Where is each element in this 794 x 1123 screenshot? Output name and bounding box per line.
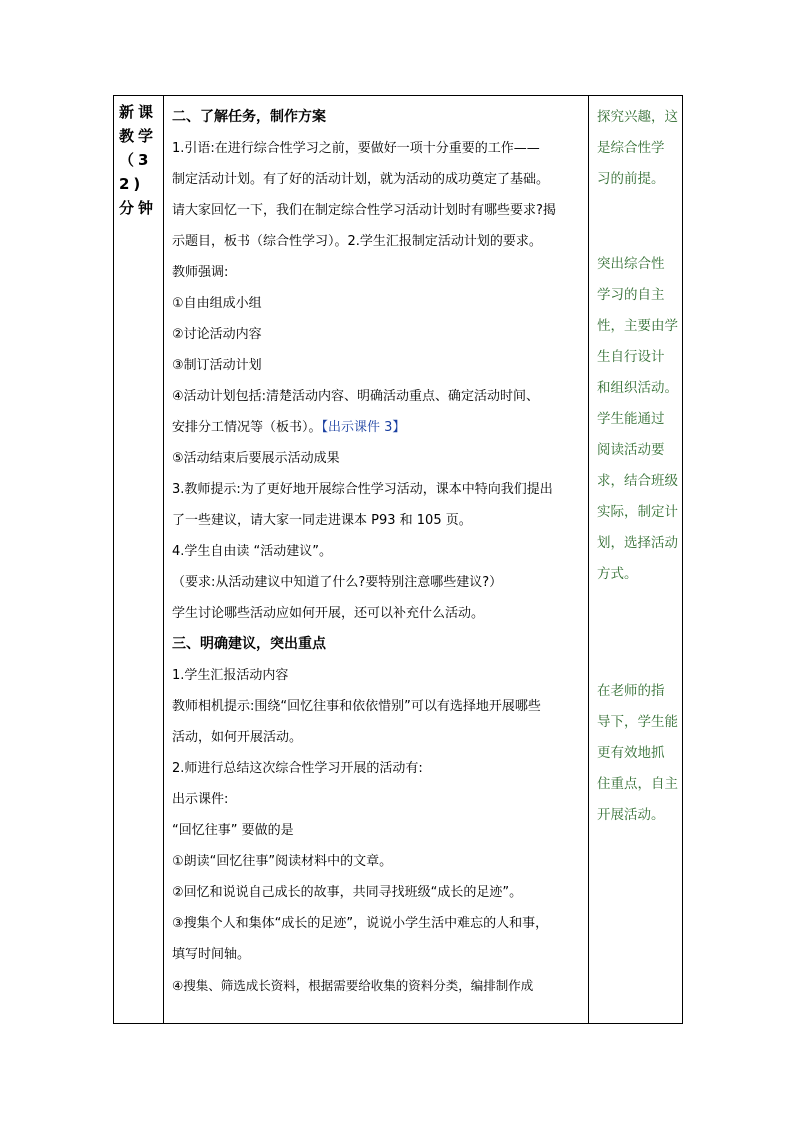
- text-line: 1.引语:在进行综合性学习之前，要做好一项十分重要的工作——: [172, 141, 540, 156]
- note-line: 划，选择活动: [597, 535, 678, 551]
- text-line: ④搜集、筛选成长资料，根据需要给收集的资料分类，编排制作成: [172, 978, 534, 993]
- text-line: ③搜集个人和集体“成长的足迹”，说说小学生活中难忘的人和事，: [172, 916, 549, 931]
- note-line: 生自行设计: [597, 349, 665, 365]
- text-line: 了一些建议，请大家一同走进课本 P93 和 105 页。: [172, 513, 472, 528]
- note-line: 习的前提。: [597, 171, 665, 187]
- text-segment: 安排分工情况等（板书）。: [172, 420, 322, 435]
- text-line: 填写时间轴。: [172, 947, 251, 962]
- text-line: 4.学生自由读 “活动建议”。: [172, 544, 333, 559]
- stage-label: 新课教学（32)分钟: [119, 103, 158, 217]
- section-title: 三、明确建议，突出重点: [172, 636, 326, 652]
- note-line: 住重点，自主: [597, 776, 678, 792]
- text-line: ①朗读“回忆往事”阅读材料中的文章。: [172, 854, 393, 869]
- note-line: 更有效地抓: [597, 745, 665, 761]
- note-line: 是综合性学: [597, 140, 665, 156]
- text-line: [172, 412, 580, 443]
- stage-cell: [114, 96, 164, 1024]
- note-line: 在老师的指: [597, 683, 665, 699]
- note-line: 导下，学生能: [597, 714, 678, 730]
- text-line: ②回忆和说说自己成长的故事，共同寻找班级“成长的足迹”。: [172, 885, 523, 900]
- text-line: 制定活动计划。有了好的活动计划，就为活动的成功奠定了基础。: [172, 172, 550, 187]
- section-title: 二、了解任务，制作方案: [172, 109, 326, 125]
- note-line: 开展活动。: [597, 807, 665, 823]
- courseware-tag: 【出示课件 3】: [321, 420, 406, 435]
- note-line: 学生能通过: [597, 411, 665, 427]
- note-line: 方式。: [597, 566, 638, 582]
- note-line: 实际，制定计: [597, 504, 678, 520]
- text-line: 请大家回忆一下，我们在制定综合性学习活动计划时有哪些要求?揭: [172, 203, 556, 218]
- text-line: 1.学生汇报活动内容: [172, 668, 289, 683]
- text-line: “回忆往事” 要做的是: [172, 823, 294, 838]
- content-cell: [164, 96, 589, 1024]
- note-line: 突出综合性: [597, 256, 665, 272]
- note-line: 性，主要由学: [597, 318, 678, 334]
- text-line: 出示课件:: [172, 792, 229, 807]
- note-line: 求，结合班级: [597, 473, 678, 489]
- table-row: [114, 96, 683, 1024]
- text-line: 教师相机提示:围绕“回忆往事和依依惜别”可以有选择地开展哪些: [172, 699, 541, 714]
- note-line: 阅读活动要: [597, 442, 665, 458]
- notes-cell: [589, 96, 683, 1024]
- text-line: 2.师进行总结这次综合性学习开展的活动有:: [172, 761, 423, 776]
- text-line: ④活动计划包括:清楚活动内容、明确活动重点、确定活动时间、: [172, 389, 540, 404]
- text-line: ⑤活动结束后要展示活动成果: [172, 451, 340, 466]
- text-line: 教师强调:: [172, 265, 229, 280]
- text-line: ③制订活动计划: [172, 358, 262, 373]
- text-line: 学生讨论哪些活动应如何开展，还可以补充什么活动。: [172, 606, 485, 621]
- text-line: 3.教师提示:为了更好地开展综合性学习活动，课本中特向我们提出: [172, 482, 553, 497]
- text-line: 示题目，板书（综合性学习）。2.学生汇报制定活动计划的要求。: [172, 234, 542, 249]
- note-line: 学习的自主: [597, 287, 665, 303]
- text-line: 活动，如何开展活动。: [172, 730, 303, 745]
- design-notes: [589, 96, 682, 831]
- text-line: ①自由组成小组: [172, 296, 262, 311]
- note-line: 探究兴趣，这: [597, 109, 678, 125]
- lesson-plan-table: [113, 95, 683, 1024]
- note-line: 和组织活动。: [597, 380, 678, 396]
- text-line: ②讨论活动内容: [172, 327, 262, 342]
- text-line: （要求:从活动建议中知道了什么?要特别注意哪些建议?）: [172, 575, 503, 590]
